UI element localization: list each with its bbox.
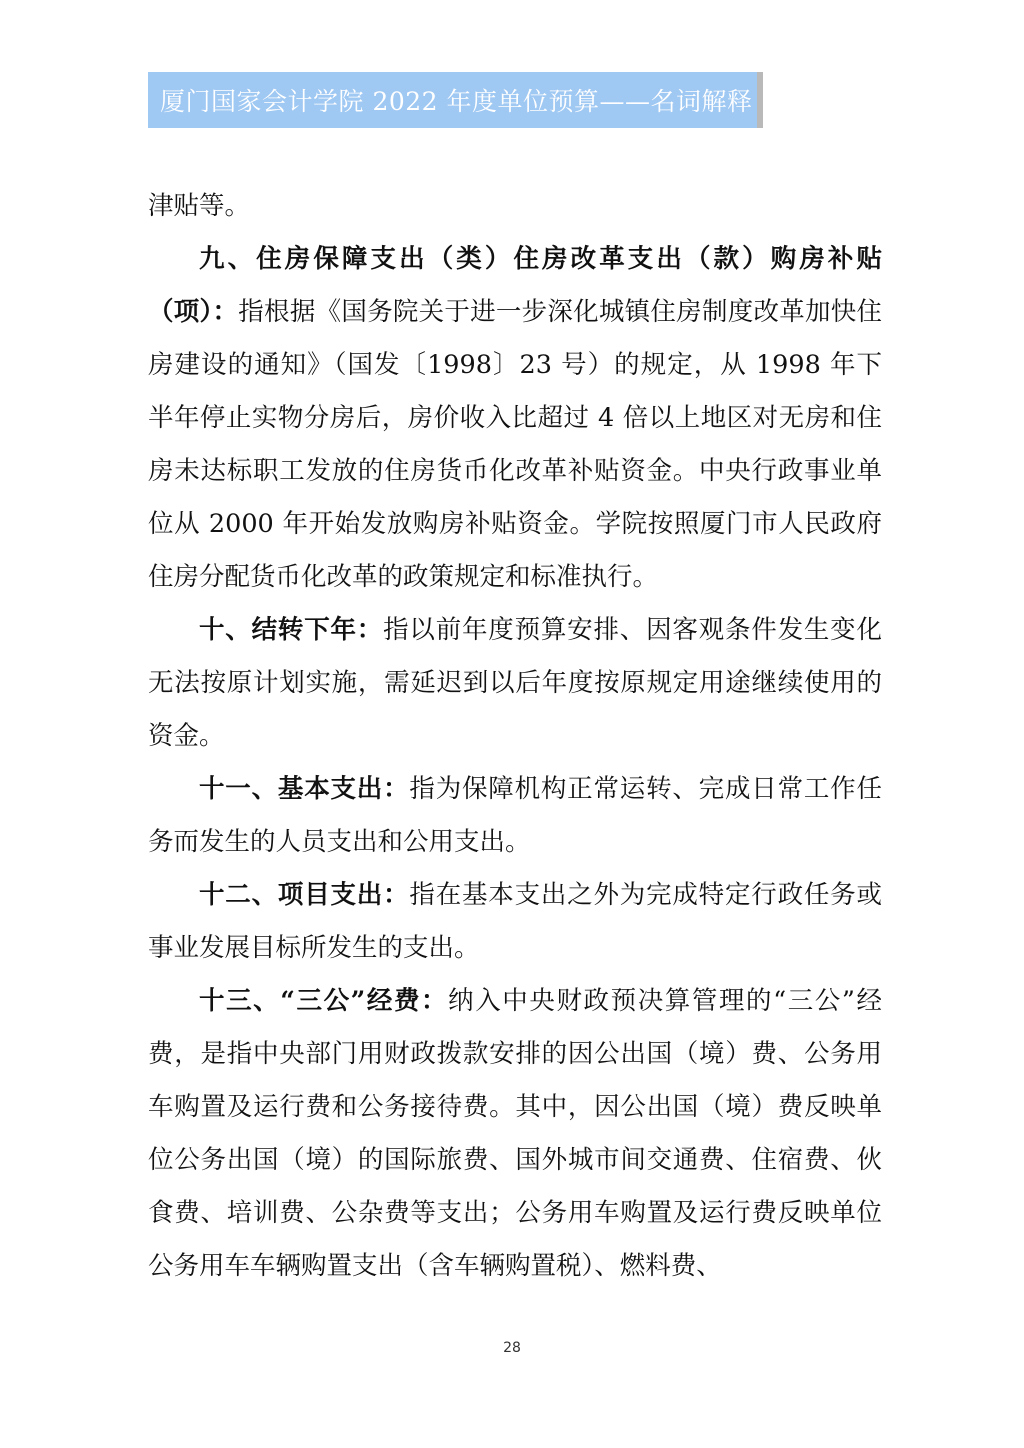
term-basic-expenditure: 十一、基本支出： [199, 774, 410, 804]
header-banner [148, 72, 757, 128]
term-housing-subsidy: 九、住房保障支出（类）住房改革支出（款）购房补贴（项）： [148, 244, 882, 327]
paragraph-housing-subsidy [148, 233, 882, 604]
document-body [148, 180, 882, 1293]
paragraph-text: 指为保障机构正常运转、完成日常工作任务而发生的人员支出和公用支出。 [148, 774, 882, 857]
page-number: 28 [503, 1340, 521, 1356]
paragraph-text: 纳入中央财政预决算管理的“三公”经费，是指中央部门用财政拨款安排的因公出国（境）费、公务用车购置及运行费和公务接待费。其中，因公出国（境）费反映单位公务出国（境）的国际旅费、国外城市间交通费、住宿费、伙食费、培训费、公杂费等支出；公务用车购置及运行费反映单位公务用车车辆购置支出（含车辆购置税）、燃料费、 [148, 986, 882, 1281]
paragraph-continuation [148, 180, 882, 233]
term-carryover: 十、结转下年： [199, 615, 384, 645]
paragraph-text: 津贴等。 [148, 191, 251, 221]
paragraph-carryover [148, 604, 882, 763]
paragraph-text: 指以前年度预算安排、因客观条件发生变化无法按原计划实施，需延迟到以后年度按原规定用途继续使用的资金。 [148, 615, 882, 751]
paragraph-text: 指在基本支出之外为完成特定行政任务或事业发展目标所发生的支出。 [148, 880, 882, 963]
header-title: 厦门国家会计学院 2022 年度单位预算——名词解释 [160, 87, 753, 116]
term-three-public-expenses: 十三、“三公”经费： [199, 986, 449, 1016]
paragraph-basic-expenditure [148, 763, 882, 869]
paragraph-three-public-expenses [148, 975, 882, 1293]
term-project-expenditure: 十二、项目支出： [199, 880, 410, 910]
paragraph-project-expenditure [148, 869, 882, 975]
paragraph-text: 指根据《国务院关于进一步深化城镇住房制度改革加快住房建设的通知》（国发〔1998〕23 号）的规定，从 1998 年下半年停止实物分房后，房价收入比超过 4 倍以上地区对无房和住房未达标职工发放的住房货币化改革补贴资金。中央行政事业单位从 2000 年开始发放购房补贴资金。学院按照厦门市人民政府住房分配货币化改革的政策规定和标准执行。 [148, 297, 882, 592]
